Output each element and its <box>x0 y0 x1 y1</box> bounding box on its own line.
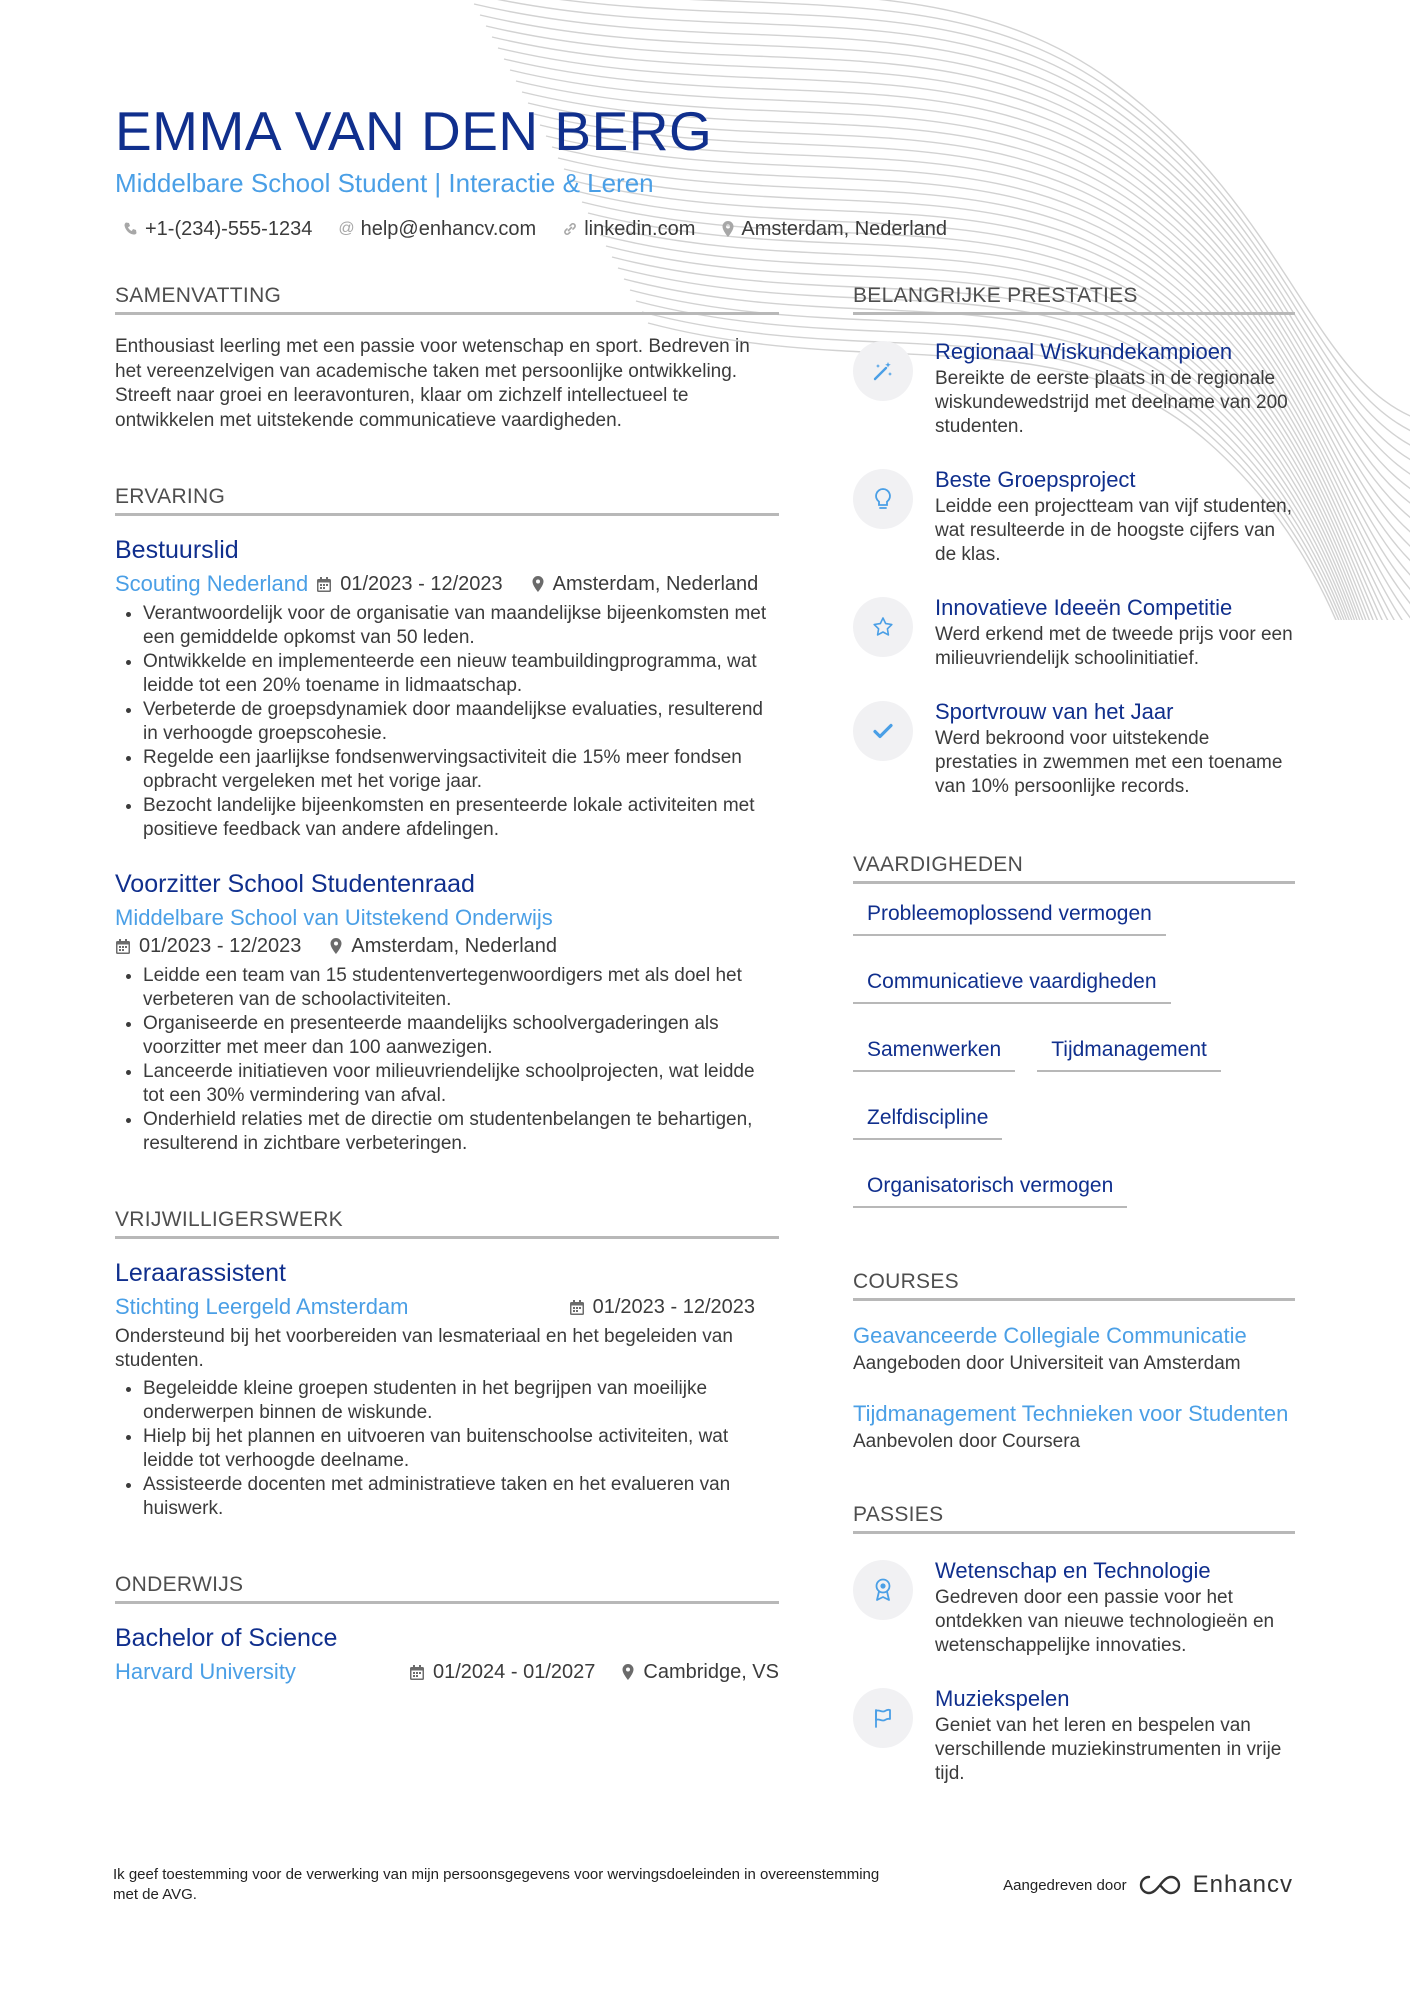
powered-by-label: Aangedreven door <box>1003 1876 1127 1894</box>
lightbulb-icon <box>853 469 913 529</box>
location-pin-icon <box>329 937 343 955</box>
achievements-section <box>853 282 1295 799</box>
wand-icon <box>853 341 913 401</box>
bullet-item: • Bezocht landelijke bijeenkomsten en presenteerde lokale activiteiten met positieve feedback van andere afdelingen. <box>143 794 779 842</box>
education-section <box>115 1571 779 1686</box>
bullet-item: • Begeleidde kleine groepen studenten in het begrijpen van moeilijke onderwerpen binnen de wiskunde. <box>143 1377 779 1425</box>
achievement-title: Innovatieve Ideeën Competitie <box>935 595 1233 620</box>
achievement-title: Beste Groepsproject <box>935 467 1136 492</box>
calendar-icon <box>569 1299 585 1316</box>
location-pin-icon <box>621 1663 635 1681</box>
contact-phone[interactable] <box>123 216 312 242</box>
left-column <box>115 282 779 1720</box>
bullet-item: • Leidde een team van 15 studentenvertegenwoordigers met als doel het verbeteren van de schoolactiviteiten. <box>143 964 779 1012</box>
linkedin-text: linkedin.com <box>584 218 696 240</box>
job-dates <box>115 932 301 960</box>
course-provider: Aangeboden door Universiteit van Amsterdam <box>853 1353 1241 1374</box>
job-bullets <box>115 964 779 1156</box>
skill-tag: Communicatieve vaardigheden <box>853 968 1171 1004</box>
bullet-item: • Assisteerde docenten met administratieve taken en het evalueren van huiswerk. <box>143 1473 779 1521</box>
contact-bar <box>115 216 1295 242</box>
at-icon: @ <box>338 220 355 237</box>
location-pin-icon <box>721 220 735 238</box>
volunteer-entry <box>115 1257 779 1521</box>
volunteer-description: Ondersteund bij het voorbereiden van lesmateriaal en het begeleiden van studenten. <box>115 1326 733 1371</box>
skill-tag: Samenwerken <box>853 1036 1015 1072</box>
education-meta <box>115 1658 779 1686</box>
bullet-item: • Ontwikkelde en implementeerde een nieuw teambuildingprogramma, wat leidde tot een 20% toename in lidmaatschap. <box>143 650 779 698</box>
header <box>115 98 1295 242</box>
job-bullets <box>115 602 779 842</box>
job-dates <box>316 570 502 598</box>
bullet-item: • Lanceerde initiatieven voor milieuvriendelijke schoolprojecten, wat leidde tot een 30% vermindering van afval. <box>143 1060 779 1108</box>
volunteer-dates-text: 01/2023 - 12/2023 <box>592 1296 755 1318</box>
summary-heading: SAMENVATTING <box>115 282 779 315</box>
email-text: help@enhancv.com <box>360 218 537 240</box>
volunteer-section <box>115 1206 779 1521</box>
passion-title: Muziekspelen <box>935 1686 1070 1711</box>
education-location <box>621 1658 779 1686</box>
check-icon <box>853 701 913 761</box>
job-meta-dates <box>115 932 779 960</box>
gdpr-consent: Ik geef toestemming voor de verwerking van mijn persoonsgegevens voor wervingsdoeleinden in overeenstemming met de AVG. <box>113 1866 880 1903</box>
education-school[interactable]: Harvard University <box>115 1659 296 1684</box>
contact-email[interactable] <box>338 216 536 242</box>
calendar-icon <box>115 938 131 955</box>
job-organization[interactable]: Scouting Nederland <box>115 571 309 596</box>
achievements-heading: BELANGRIJKE PRESTATIES <box>853 282 1295 315</box>
education-entry <box>115 1622 779 1686</box>
bullet-item: • Hielp bij het plannen en uitvoeren van buitenschoolse activiteiten, wat leidde tot verhoogde deelname. <box>143 1425 779 1473</box>
achievement-item <box>853 465 1295 567</box>
passion-description: Gedreven door een passie voor het ontdekken van nieuwe technologieën en wetenschappelijke innovaties. <box>935 1587 1275 1656</box>
powered-by[interactable] <box>1003 1871 1293 1899</box>
job-organization[interactable]: Middelbare School van Uitstekend Onderwijs <box>115 905 553 930</box>
course-title[interactable]: Geavanceerde Collegiale Communicatie <box>853 1323 1247 1348</box>
bullet-item: • Regelde een jaarlijkse fondsenwervingsactiviteit die 15% meer fondsen opbracht vergeleken met het vorige jaar. <box>143 746 779 794</box>
job-dates-text: 01/2023 - 12/2023 <box>340 573 503 595</box>
job-location-text: Amsterdam, Nederland <box>552 573 759 595</box>
enhancv-logo-icon <box>1137 1873 1183 1897</box>
volunteer-bullets <box>115 1377 779 1521</box>
achievement-description: Werd erkend met de tweede prijs voor een milieuvriendelijk schoolinitiatief. <box>935 624 1293 669</box>
footer <box>113 1865 1293 1905</box>
passion-description: Geniet van het leren en bespelen van verschillende muziekinstrumenten in vrije tijd. <box>935 1715 1282 1784</box>
bullet-item: • Onderhield relaties met de directie om studentenbelangen te behartigen, resulterend in zichtbare verbeteringen. <box>143 1108 779 1156</box>
right-column <box>853 282 1295 1820</box>
education-dates-text: 01/2024 - 01/2027 <box>433 1661 596 1683</box>
education-heading: ONDERWIJS <box>115 1571 779 1604</box>
passion-item <box>853 1684 1295 1786</box>
experience-heading: ERVARING <box>115 483 779 516</box>
passions-section <box>853 1501 1295 1786</box>
achievement-title: Sportvrouw van het Jaar <box>935 699 1174 724</box>
experience-section <box>115 483 779 1156</box>
star-icon <box>853 597 913 657</box>
course-title[interactable]: Tijdmanagement Technieken voor Studenten <box>853 1401 1289 1426</box>
flag-icon <box>853 1688 913 1748</box>
phone-text: +1-(234)-555-1234 <box>145 218 313 240</box>
summary-text: Enthousiast leerling met een passie voor wetenschap en sport. Bedreven in het vereenzelvigen van academische taken met persoonlijke ontwikkeling. Streeft naar groei en leeravonturen, klaar om zichzelf intellectueel te ontwikkelen met uitstekende communicatieve vaardigheden. <box>115 336 750 431</box>
candidate-name: EMMA VAN DEN BERG <box>115 100 713 162</box>
calendar-icon <box>409 1664 425 1681</box>
job-role: Bestuurslid <box>115 536 239 564</box>
volunteer-meta <box>115 1293 755 1321</box>
job-dates-text: 01/2023 - 12/2023 <box>139 935 302 957</box>
skills-heading: VAARDIGHEDEN <box>853 851 1295 884</box>
achievement-item <box>853 593 1295 671</box>
job-location <box>329 932 557 960</box>
skill-tag: Probleemoplossend vermogen <box>853 900 1166 936</box>
achievement-item <box>853 337 1295 439</box>
course-provider: Aanbevolen door Coursera <box>853 1431 1081 1452</box>
courses-section <box>853 1268 1295 1455</box>
volunteer-organization[interactable]: Stichting Leergeld Amsterdam <box>115 1294 409 1319</box>
job-entry <box>115 868 779 1156</box>
bullet-item: • Organiseerde en presenteerde maandelijks schoolvergaderingen als voorzitter met meer dan 100 aanwezigen. <box>143 1012 779 1060</box>
link-icon <box>562 221 578 237</box>
skill-tag: Zelfdiscipline <box>853 1104 1002 1140</box>
achievement-description: Werd bekroond voor uitstekende prestaties in zwemmen met een toename van 10% persoonlijke records. <box>935 728 1283 797</box>
passion-title: Wetenschap en Technologie <box>935 1558 1211 1583</box>
location-pin-icon <box>531 575 545 593</box>
course-item <box>853 1321 1295 1377</box>
skills-section <box>853 851 1295 1208</box>
education-location-text: Cambridge, VS <box>643 1661 779 1683</box>
brand-name: Enhancv <box>1192 1871 1293 1898</box>
skill-tag: Tijdmanagement <box>1037 1036 1221 1072</box>
achievement-description: Bereikte de eerste plaats in de regionale wiskundewedstrijd met deelname van 200 studenten. <box>935 368 1288 437</box>
passions-heading: PASSIES <box>853 1501 1295 1534</box>
job-meta <box>115 904 779 932</box>
job-location-text: Amsterdam, Nederland <box>351 935 558 957</box>
achievement-description: Leidde een projectteam van vijf studenten, wat resulteerde in de hoogste cijfers van de klas. <box>935 496 1293 565</box>
education-dates <box>409 1658 595 1686</box>
location-text: Amsterdam, Nederland <box>741 218 948 240</box>
skill-tag: Organisatorisch vermogen <box>853 1172 1127 1208</box>
passion-item <box>853 1556 1295 1658</box>
volunteer-role: Leraarassistent <box>115 1259 286 1287</box>
job-entry <box>115 534 779 842</box>
calendar-icon <box>316 576 332 593</box>
job-meta <box>115 570 779 598</box>
volunteer-heading: VRIJWILLIGERSWERK <box>115 1206 779 1239</box>
courses-heading: COURSES <box>853 1268 1295 1301</box>
contact-location <box>721 216 947 242</box>
achievement-title: Regionaal Wiskundekampioen <box>935 339 1233 364</box>
summary-section <box>115 282 779 433</box>
candidate-subtitle: Middelbare School Student | Interactie & Leren <box>115 168 654 198</box>
volunteer-dates <box>569 1293 755 1321</box>
education-degree: Bachelor of Science <box>115 1624 338 1652</box>
achievement-item <box>853 697 1295 799</box>
job-location <box>531 570 759 598</box>
course-item <box>853 1399 1295 1455</box>
bullet-item: • Verbeterde de groepsdynamiek door maandelijkse evaluaties, resulterend in verhoogde groepscohesie. <box>143 698 779 746</box>
award-icon <box>853 1560 913 1620</box>
phone-icon <box>123 221 139 237</box>
bullet-item: • Verantwoordelijk voor de organisatie van maandelijkse bijeenkomsten met een gemiddelde opkomst van 50 leden. <box>143 602 779 650</box>
job-role: Voorzitter School Studentenraad <box>115 870 475 898</box>
skills-list <box>853 900 1295 1208</box>
contact-linkedin[interactable] <box>562 216 695 242</box>
